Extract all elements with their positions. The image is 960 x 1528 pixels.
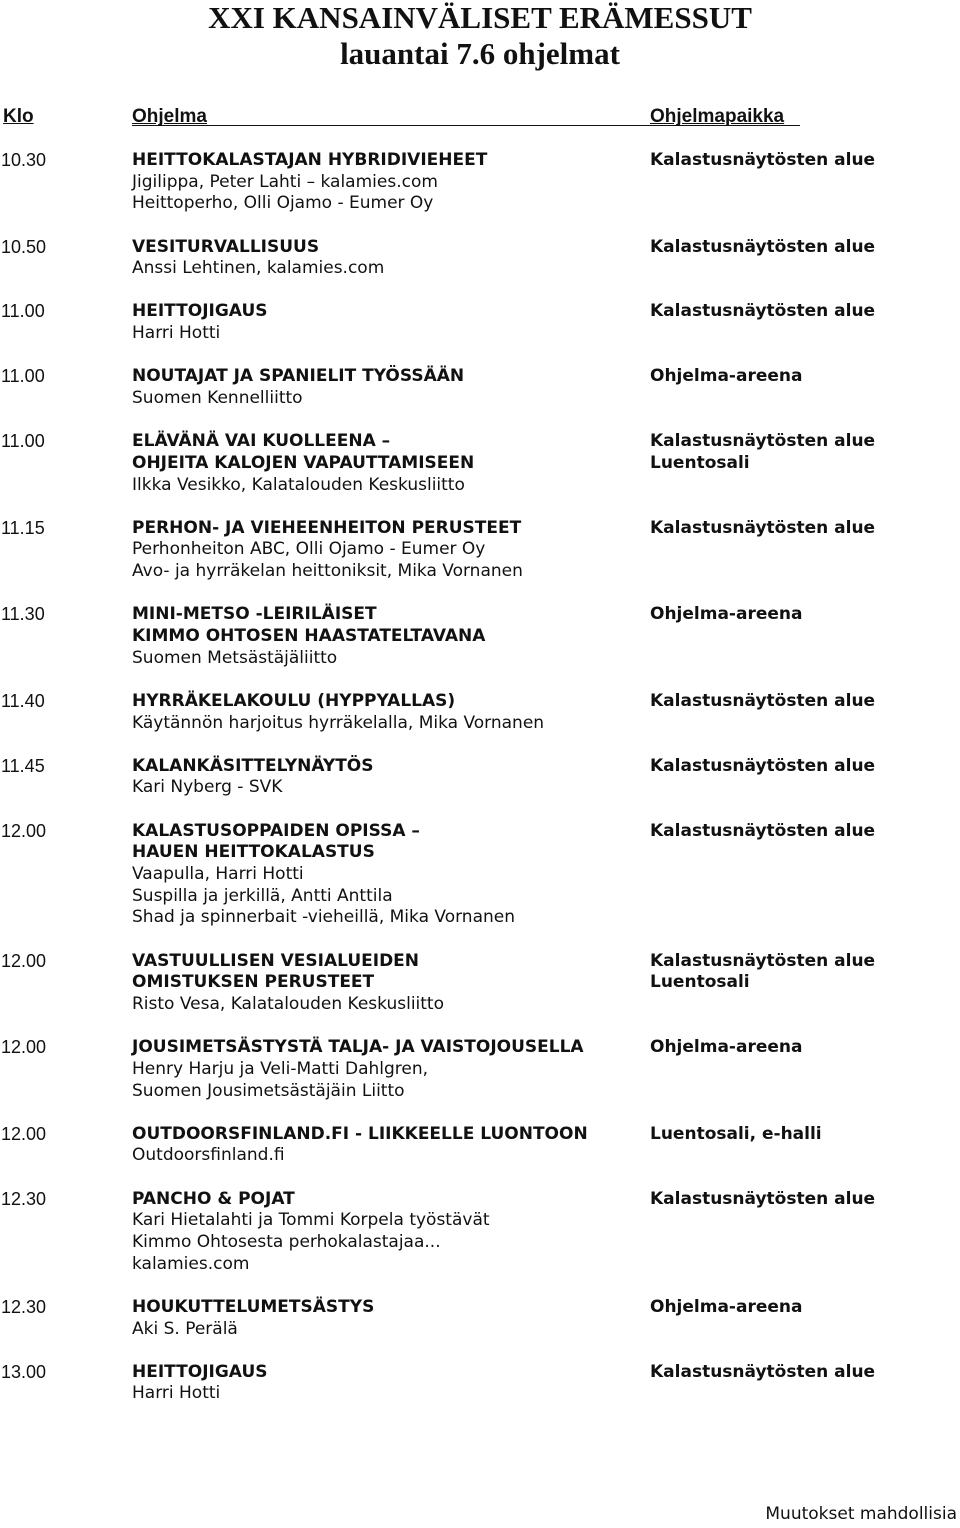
entry-line (0, 1210, 960, 1232)
entry-title: HOUKUTTELUMETSÄSTYS (132, 1296, 375, 1317)
entry-title: PANCHO & POJAT (132, 1188, 295, 1209)
entry-line (0, 172, 960, 194)
program-entry (0, 301, 960, 344)
entry-venue: Kalastusnäytösten alue (650, 1361, 876, 1382)
entry-title: MINI-METSO -LEIRILÄISET (132, 604, 377, 625)
entry-line (0, 1232, 960, 1254)
entry-time: 11.00 (1, 301, 45, 322)
entry-venue: Kalastusnäytösten alue (650, 1188, 876, 1209)
entry-venue: Luentosali (650, 972, 750, 993)
entry-title: OHJEITA KALOJEN VAPAUTTAMISEEN (132, 452, 475, 473)
entry-line (0, 864, 960, 886)
entry-line (0, 301, 960, 323)
entry-line (0, 1059, 960, 1081)
program-entry (0, 431, 960, 496)
entry-line (0, 691, 960, 713)
entry-time: 11.40 (1, 690, 45, 711)
entry-time: 11.15 (1, 517, 45, 538)
entry-title: KALASTUSOPPAIDEN OPISSA – (132, 820, 420, 841)
entry-line (0, 431, 960, 453)
entry-venue: Kalastusnäytösten alue (650, 755, 876, 776)
entry-line (0, 561, 960, 583)
program-entry (0, 1297, 960, 1340)
entry-line (0, 193, 960, 215)
entry-venue: Ohjelma-areena (650, 1037, 803, 1058)
entry-line (0, 453, 960, 475)
entry-venue: Luentosali (650, 452, 750, 473)
entry-line (0, 907, 960, 929)
entry-time: 11.30 (1, 604, 45, 625)
program-entry (0, 237, 960, 280)
entry-time: 11.45 (1, 755, 45, 776)
entry-detail: Suspilla ja jerkillä, Antti Anttila (132, 885, 393, 906)
entry-line (0, 821, 960, 843)
entry-title: OUTDOORSFINLAND.FI - LIIKKEELLE LUONTOON (132, 1123, 588, 1144)
entry-detail: kalamies.com (132, 1253, 250, 1274)
entry-line (0, 951, 960, 973)
entry-line (0, 150, 960, 172)
entry-title: HEITTOKALASTAJAN HYBRIDIVIEHEET (132, 150, 488, 170)
entry-time: 12.00 (1, 820, 47, 841)
entry-line (0, 323, 960, 345)
program-entry (0, 1124, 960, 1167)
entry-venue: Luentosali, e-halli (650, 1123, 822, 1144)
entry-line (0, 518, 960, 540)
entry-line (0, 1037, 960, 1059)
program-list (0, 150, 960, 1427)
entry-line (0, 388, 960, 410)
program-entry (0, 821, 960, 929)
entry-venue: Kalastusnäytösten alue (650, 950, 876, 971)
entry-venue: Kalastusnäytösten alue (650, 301, 876, 322)
entry-line (0, 713, 960, 735)
entry-detail: Kari Nyberg - SVK (132, 777, 283, 798)
entry-detail: Aki S. Perälä (132, 1318, 238, 1339)
entry-line (0, 1297, 960, 1319)
entry-line (0, 1081, 960, 1103)
entry-line (0, 972, 960, 994)
program-entry (0, 518, 960, 583)
program-entry (0, 756, 960, 799)
entry-detail: Kimmo Ohtosesta perhokalastajaa... (132, 1231, 441, 1252)
entry-line (0, 1319, 960, 1341)
entry-title: NOUTAJAT JA SPANIELIT TYÖSSÄÄN (132, 366, 465, 387)
entry-detail: Risto Vesa, Kalatalouden Keskusliitto (132, 993, 445, 1014)
program-entry (0, 604, 960, 669)
entry-detail: Anssi Lehtinen, kalamies.com (132, 258, 385, 279)
entry-time: 12.30 (1, 1296, 47, 1317)
entry-detail: Jigilippa, Peter Lahti – kalamies.com (132, 171, 438, 192)
entry-line (0, 1254, 960, 1276)
entry-title: ELÄVÄNÄ VAI KUOLLEENA – (132, 431, 391, 452)
entry-time: 12.00 (1, 950, 47, 971)
entry-detail: Kari Hietalahti ja Tommi Korpela työstävät (132, 1210, 490, 1231)
entry-line (0, 886, 960, 908)
entry-detail: Vaapulla, Harri Hotti (132, 864, 304, 884)
entry-detail: Suomen Metsästäjäliitto (132, 647, 338, 668)
entry-line (0, 756, 960, 778)
entry-detail: Harri Hotti (132, 323, 221, 344)
program-entry (0, 1189, 960, 1276)
entry-title: HYRRÄKELAKOULU (HYPPYALLAS) (132, 690, 456, 711)
entry-venue: Kalastusnäytösten alue (650, 150, 876, 170)
entry-line (0, 842, 960, 864)
entry-title: VASTUULLISEN VESIALUEIDEN (132, 950, 420, 971)
entry-line (0, 539, 960, 561)
entry-line (0, 475, 960, 497)
entry-time: 13.00 (1, 1361, 47, 1382)
entry-detail: Ilkka Vesikko, Kalatalouden Keskusliitto (132, 474, 465, 495)
entry-time: 11.00 (1, 431, 45, 452)
entry-time: 10.50 (1, 236, 47, 257)
title-day: lauantai 7.6 ohjelmat (340, 36, 620, 71)
entry-title: KALANKÄSITTELYNÄYTÖS (132, 755, 374, 776)
program-entry (0, 1362, 960, 1405)
entry-line (0, 626, 960, 648)
entry-venue: Kalastusnäytösten alue (650, 236, 876, 257)
entry-title: HEITTOJIGAUS (132, 1361, 268, 1382)
entry-line (0, 648, 960, 670)
entry-venue: Kalastusnäytösten alue (650, 517, 876, 538)
entry-venue: Ohjelma-areena (650, 366, 803, 387)
entry-detail: Suomen Jousimetsästäjäin Liitto (132, 1080, 405, 1101)
entry-venue: Ohjelma-areena (650, 604, 803, 625)
entry-title: HEITTOJIGAUS (132, 301, 268, 322)
entry-detail: Henry Harju ja Veli-Matti Dahlgren, (132, 1058, 429, 1079)
entry-detail: Outdoorsfinland.fi (132, 1145, 285, 1166)
program-entry (0, 366, 960, 409)
entry-detail: Shad ja spinnerbait -vieheillä, Mika Vornanen (132, 907, 515, 928)
column-header-venue: Ohjelmapaikka (650, 106, 785, 127)
entry-line (0, 366, 960, 388)
footer-note: Muutokset mahdollisia (765, 1504, 957, 1524)
entry-line (0, 994, 960, 1016)
entry-line (0, 1145, 960, 1167)
entry-venue: Kalastusnäytösten alue (650, 431, 876, 452)
entry-line (0, 777, 960, 799)
entry-title: VESITURVALLISUUS (132, 236, 320, 257)
entry-line (0, 258, 960, 280)
document-title (0, 0, 960, 72)
entry-detail: Perhonheiton ABC, Olli Ojamo - Eumer Oy (132, 539, 486, 560)
column-headers (0, 106, 800, 130)
entry-title: HAUEN HEITTOKALASTUS (132, 842, 375, 863)
entry-detail: Harri Hotti (132, 1383, 221, 1404)
entry-line (0, 1362, 960, 1384)
entry-line (0, 1383, 960, 1405)
entry-detail: Suomen Kennelliitto (132, 388, 303, 408)
program-entry (0, 1037, 960, 1102)
entry-venue: Kalastusnäytösten alue (650, 820, 876, 841)
entry-time: 10.30 (1, 150, 47, 170)
entry-time: 11.00 (1, 366, 45, 387)
entry-line (0, 604, 960, 626)
entry-title: JOUSIMETSÄSTYSTÄ TALJA- JA VAISTOJOUSELLA (132, 1037, 584, 1058)
entry-detail: Avo- ja hyrräkelan heittoniksit, Mika Vornanen (132, 561, 523, 582)
entry-venue: Kalastusnäytösten alue (650, 690, 876, 711)
entry-detail: Heittoperho, Olli Ojamo - Eumer Oy (132, 193, 434, 214)
entry-detail: Käytännön harjoitus hyrräkelalla, Mika Vornanen (132, 712, 545, 733)
entry-time: 12.00 (1, 1037, 47, 1058)
entry-time: 12.30 (1, 1188, 47, 1209)
column-header-program: Ohjelma (132, 106, 800, 128)
entry-title: KIMMO OHTOSEN HAASTATELTAVANA (132, 626, 486, 646)
entry-line (0, 237, 960, 259)
program-entry (0, 691, 960, 734)
entry-venue: Ohjelma-areena (650, 1296, 803, 1317)
entry-time: 12.00 (1, 1123, 47, 1144)
entry-line (0, 1189, 960, 1211)
program-entry (0, 150, 960, 215)
entry-line (0, 1124, 960, 1146)
entry-title: OMISTUKSEN PERUSTEET (132, 972, 375, 993)
entry-title: PERHON- JA VIEHEENHEITON PERUSTEET (132, 517, 522, 538)
title-event: XXI KANSAINVÄLISET ERÄMESSUT (208, 0, 752, 35)
column-header-time: Klo (3, 106, 34, 127)
program-entry (0, 951, 960, 1016)
